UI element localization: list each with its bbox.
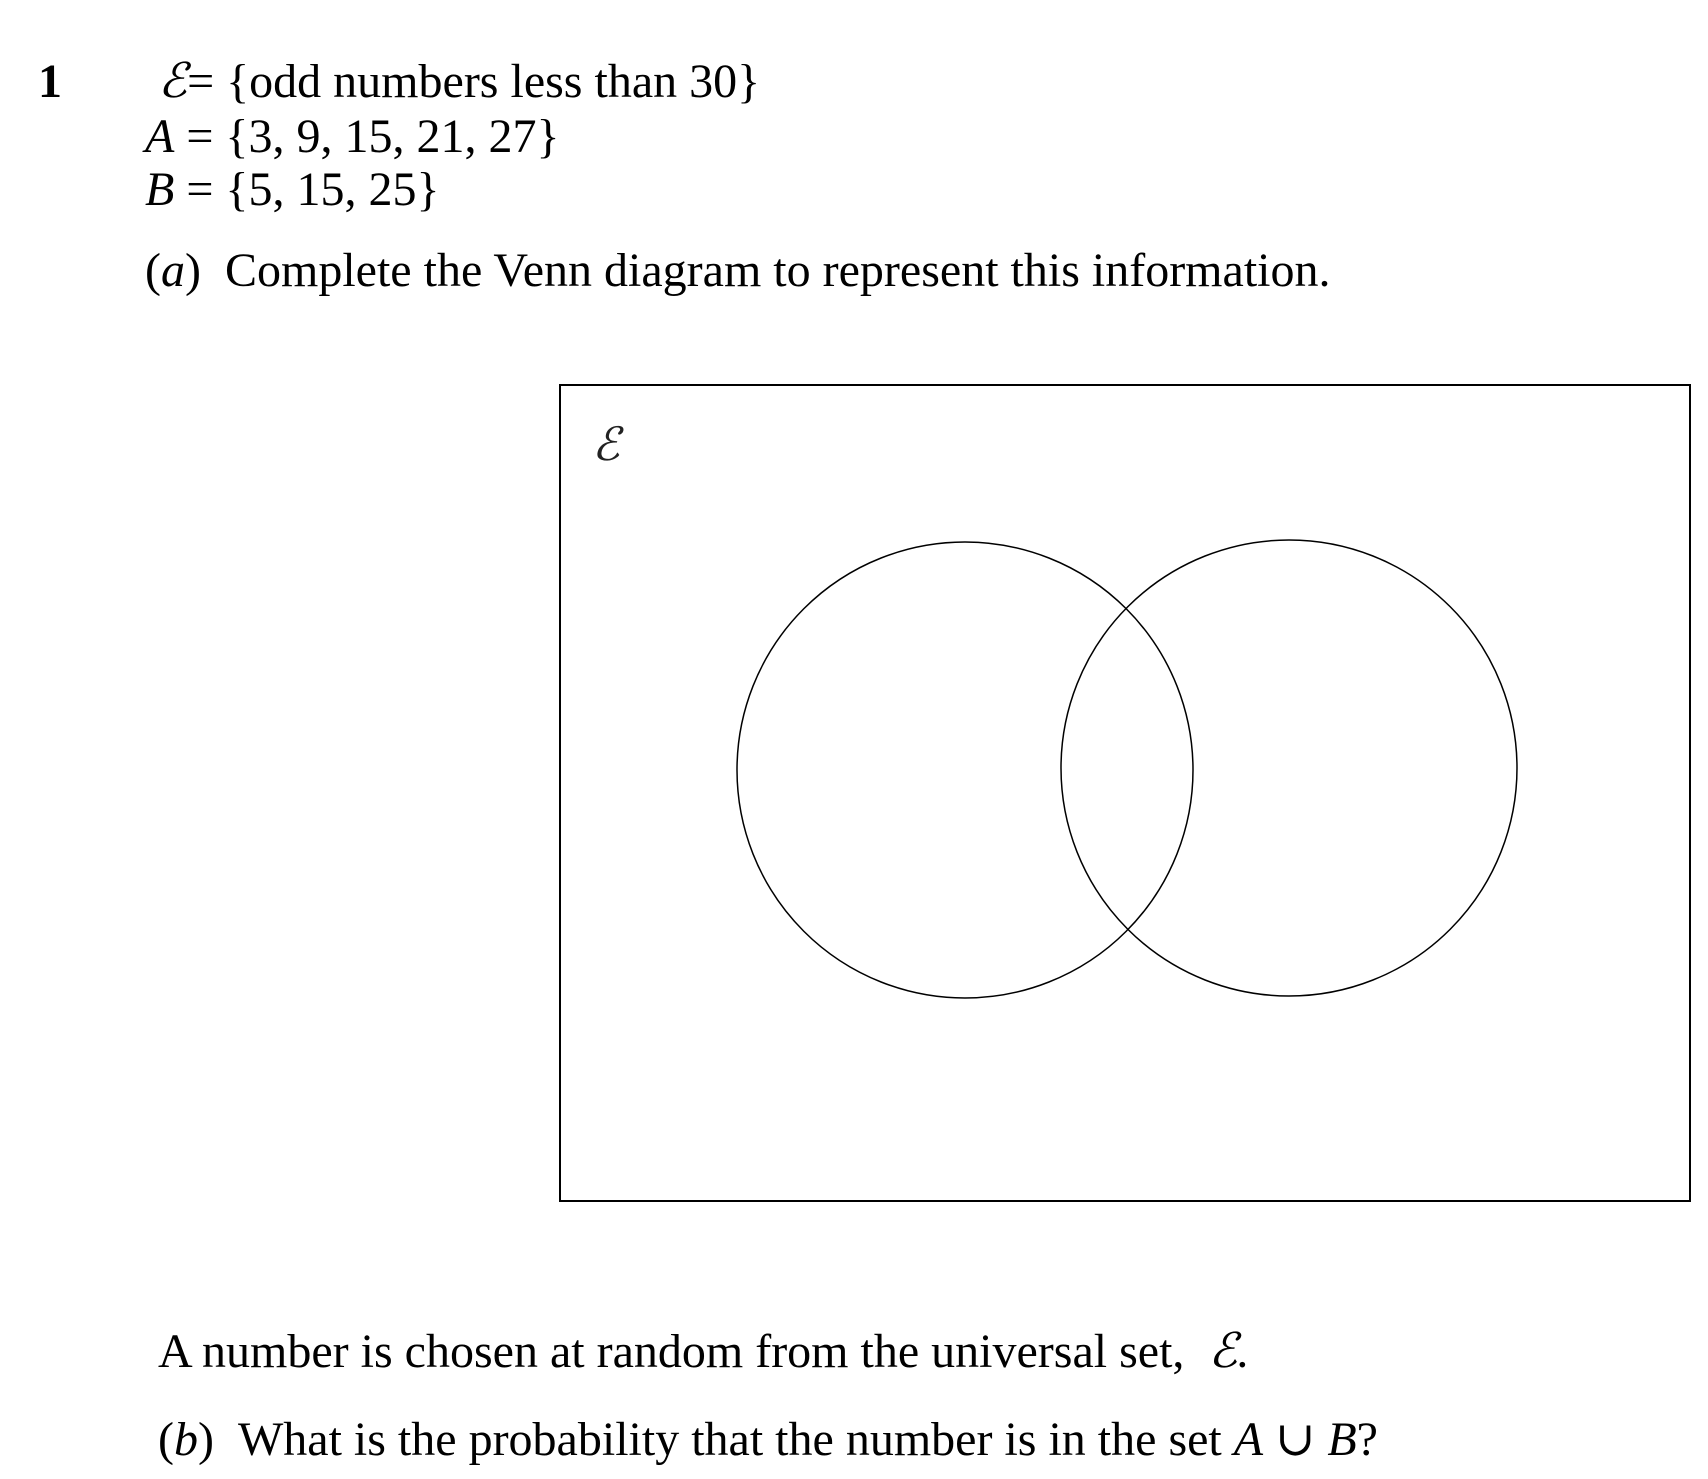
set-b-name: B: [145, 163, 175, 216]
question-number: 1: [38, 55, 62, 108]
universal-set-rectangle: [560, 385, 1690, 1201]
random-choice-universal-symbol: ℰ.: [1208, 1325, 1250, 1378]
part-a-text: Complete the Venn diagram to represent this information.: [224, 244, 1331, 297]
part-a-label: a: [160, 244, 185, 297]
part-b-label: b: [173, 1413, 198, 1466]
part-b-question: (b) What is the probability that the number is in the set A ∪ B?: [158, 1413, 1378, 1466]
universal-set-text: = {odd numbers less than 30}: [187, 55, 761, 108]
set-b-elements: = {5, 15, 25}: [186, 163, 440, 216]
part-b-set-a: A: [1233, 1413, 1264, 1466]
part-a-instruction: (a) Complete the Venn diagram to represent this information.: [145, 244, 1331, 297]
set-a-name: A: [145, 110, 175, 163]
venn-universal-label: ℰ: [592, 419, 620, 470]
union-symbol: ∪: [1275, 1413, 1316, 1466]
part-b-question-mark: ?: [1356, 1413, 1378, 1466]
part-b-set-b: B: [1327, 1413, 1357, 1466]
random-choice-text: A number is chosen at random from the universal set,: [158, 1325, 1185, 1378]
set-a-elements: = {3, 9, 15, 21, 27}: [186, 110, 560, 163]
universal-set-symbol: ℰ: [158, 55, 188, 108]
part-b-text: What is the probability that the number is in the set: [237, 1413, 1222, 1466]
random-choice-statement: [158, 1325, 1250, 1378]
